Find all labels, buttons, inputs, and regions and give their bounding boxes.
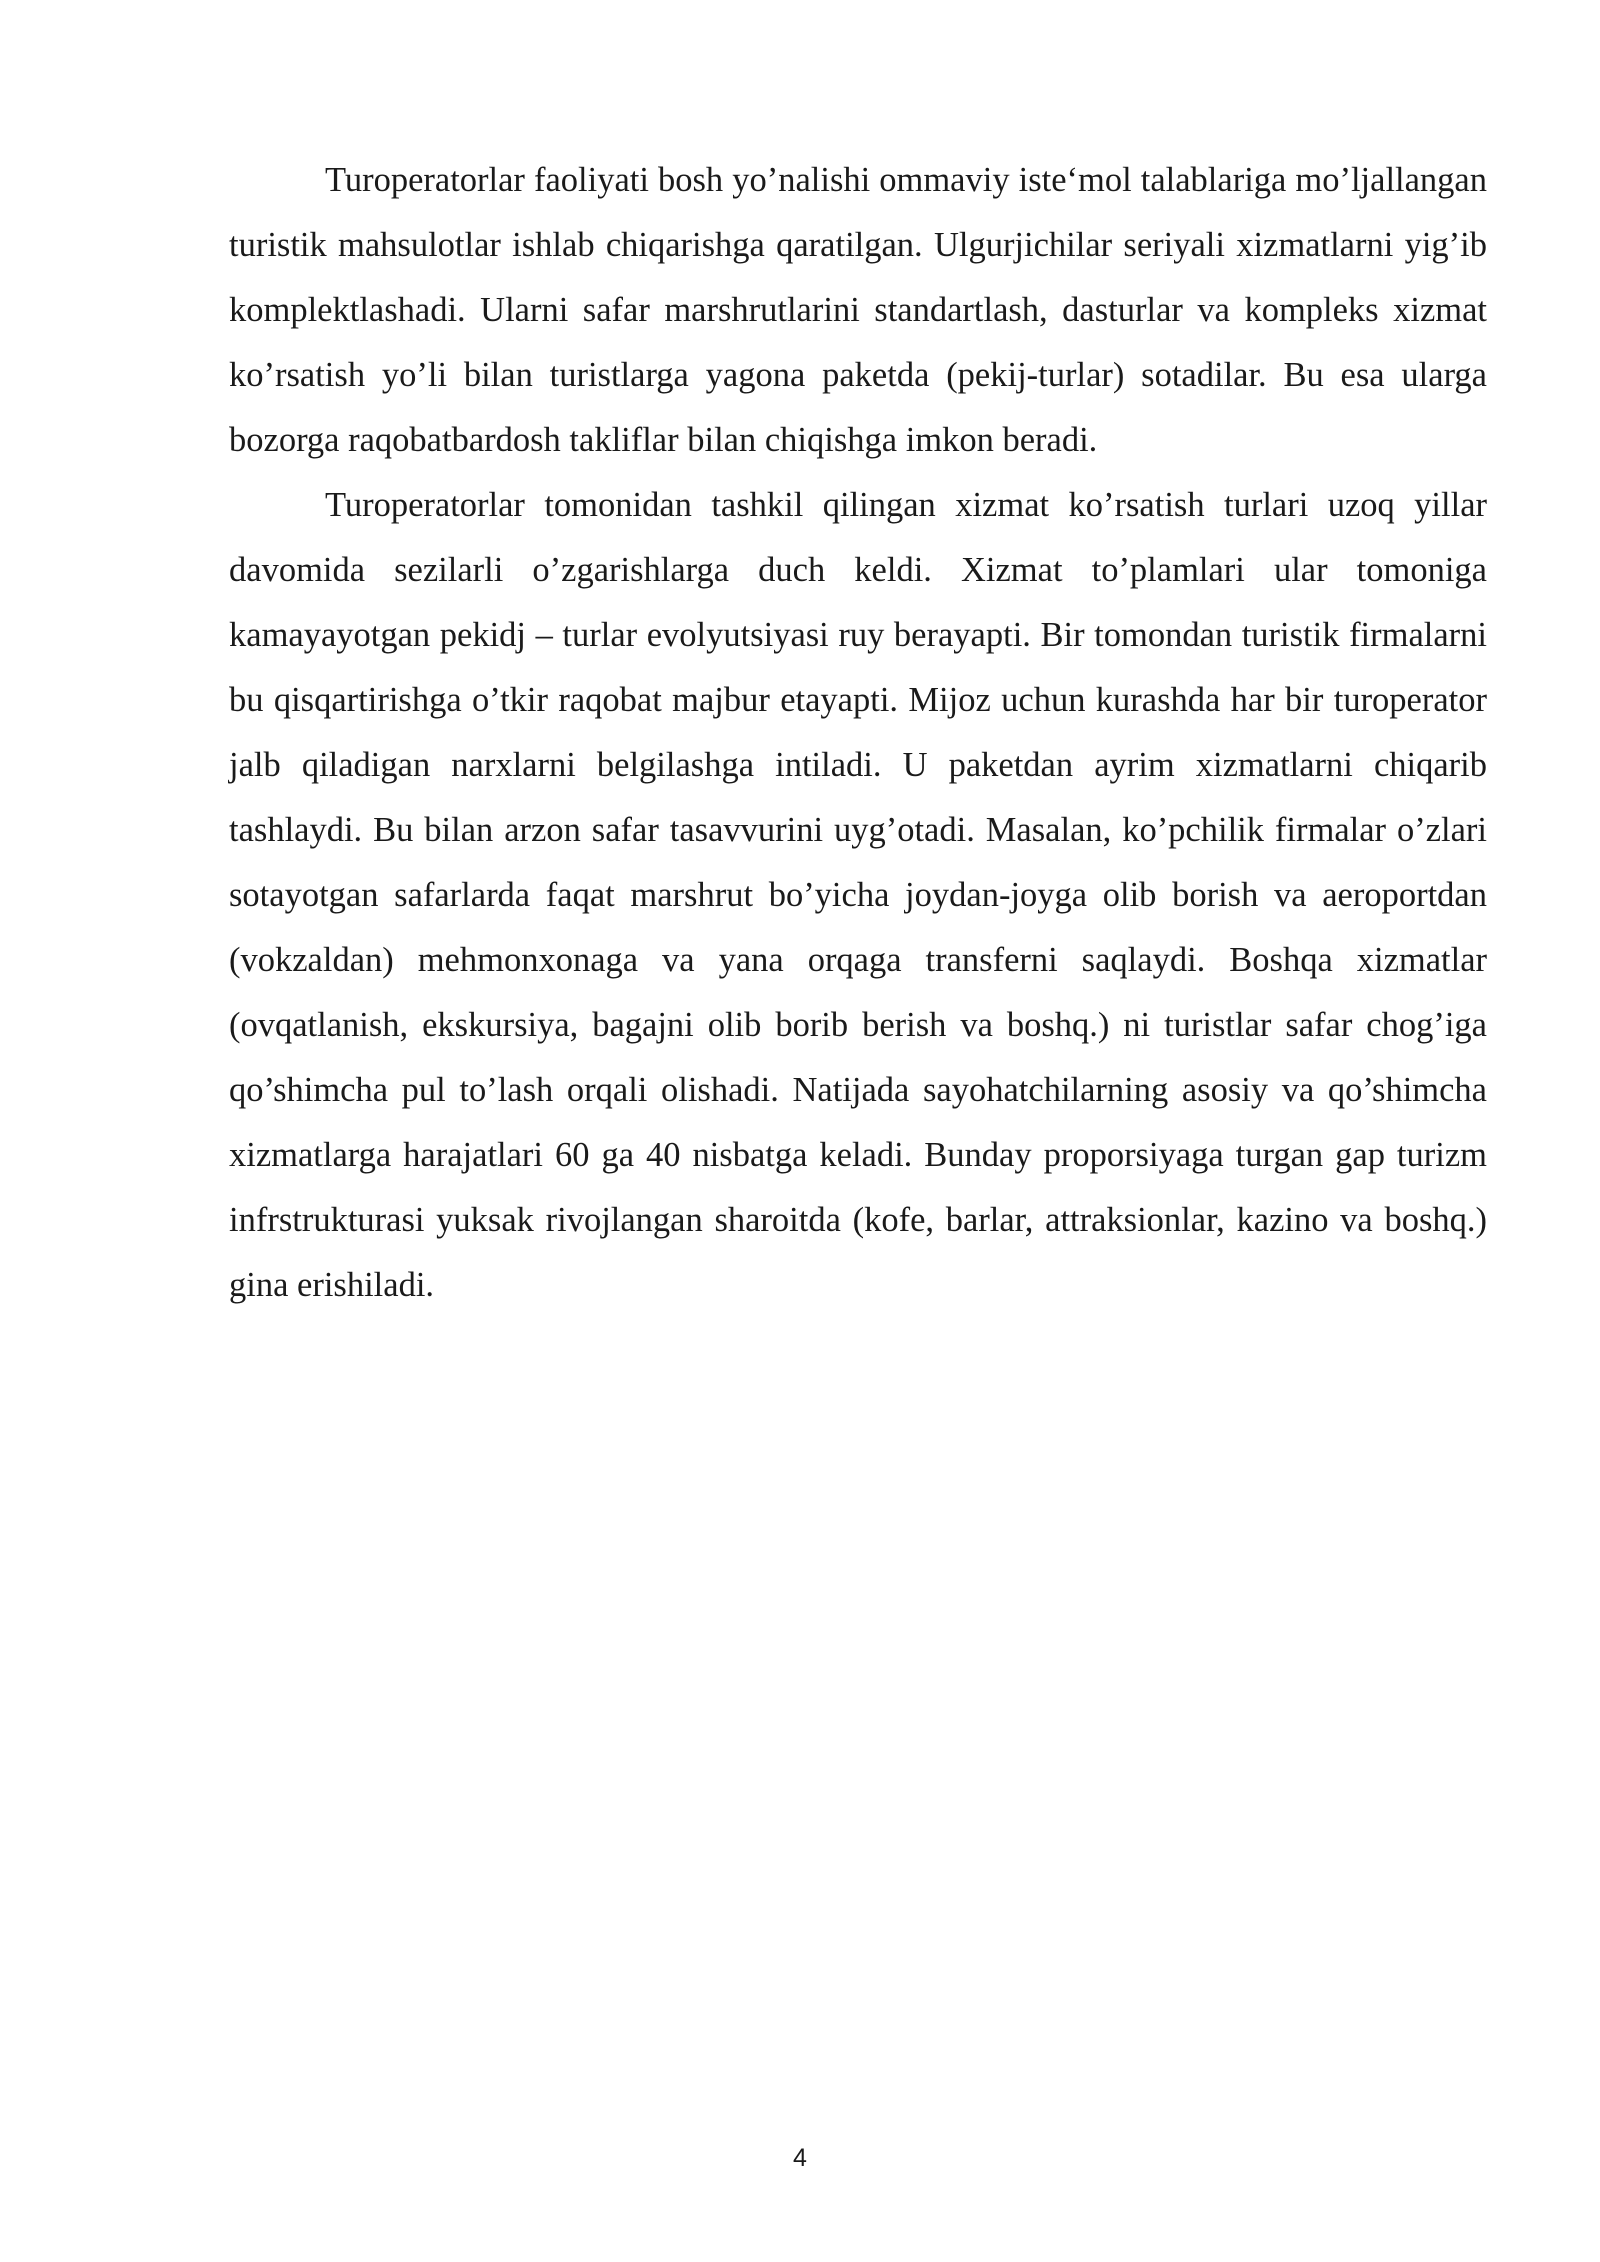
paragraph-1: Turoperatorlar faoliyati bosh yo’nalishi ommaviy iste‘mol talablariga mo’ljallangan turistik mahsulotlar ishlab chiqarishga qaratilgan. Ulgurjichilar seriyali xizmatlarni yig’ib komplektlashadi. Ularni safar marshrutlarini standartlash, dasturlar va kompleks xizmat ko’rsatish yo’li bilan turistlarga yagona paketda (pekij-turlar) sotadilar. Bu esa ularga bozorga raqobatbardosh takliflar bilan chiqishga imkon beradi. <box>229 161 1487 459</box>
page-number: 4 <box>793 2144 807 2172</box>
document-body <box>229 148 1487 1318</box>
paragraph-2: Turoperatorlar tomonidan tashkil qilingan xizmat ko’rsatish turlari uzoq yillar davomida sezilarli o’zgarishlarga duch keldi. Xizmat to’plamlari ular tomoniga kamayayotgan pekidj – turlar evolyutsiyasi ruy berayapti. Bir tomondan turistik firmalarni bu qisqartirishga o’tkir raqobat majbur etayapti. Mijoz uchun kurashda har bir turoperator jalb qiladigan narxlarni belgilashga intiladi. U paketdan ayrim xizmatlarni chiqarib tashlaydi. Bu bilan arzon safar tasavvurini uyg’otadi. Masalan, ko’pchilik firmalar o’zlari sotayotgan safarlarda faqat marshrut bo’yicha joydan-joyga olib borish va aeroportdan (vokzaldan) mehmonxonaga va yana orqaga transferni saqlaydi. Boshqa xizmatlar (ovqatlanish, ekskursiya, bagajni olib borib berish va boshq.) ni turistlar safar chog’iga qo’shimcha pul to’lash orqali olishadi. Natijada sayohatchilarning asosiy va qo’shimcha xizmatlarga harajatlari 60 ga 40 nisbatga keladi. Bunday proporsiyaga turgan gap turizm infrstrukturasi yuksak rivojlangan sharoitda (kofe, barlar, attraksionlar, kazino va boshq.) gina erishiladi. <box>229 486 1487 1304</box>
